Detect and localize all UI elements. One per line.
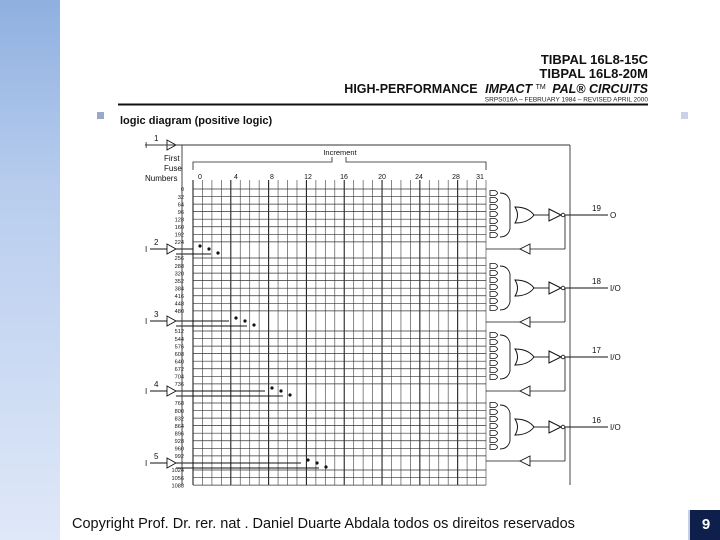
fuse-number: 1088 — [171, 483, 184, 490]
family-prefix: HIGH-PERFORMANCE — [344, 82, 478, 96]
fuse-connection-dot — [216, 251, 219, 254]
fuse-number: 992 — [174, 454, 184, 461]
and-gate — [490, 347, 498, 352]
fuse-number: 448 — [174, 301, 184, 308]
fuse-number: 704 — [174, 374, 184, 381]
feedback-buffer — [520, 244, 530, 254]
and-gate — [490, 271, 498, 276]
fuse-number: 0 — [180, 187, 184, 194]
output-macrocell — [486, 191, 616, 255]
or-gate — [515, 207, 534, 223]
fuse-number: 800 — [174, 408, 184, 415]
fuse-number: 416 — [174, 293, 184, 300]
family-tm: TM — [535, 84, 546, 91]
fuse-number: 96 — [177, 209, 184, 216]
fuse-number: 768 — [174, 401, 184, 408]
fuse-number: 320 — [174, 271, 184, 278]
doc-reference: SRPS016A – FEBRUARY 1984 – REVISED APRIL 2000 — [484, 96, 648, 104]
fuse-number: 512 — [174, 329, 184, 336]
output-label: I/O — [610, 423, 621, 432]
or-gate — [515, 349, 534, 365]
fuse-connection-dot — [279, 389, 282, 392]
fuse-number: 64 — [177, 202, 184, 209]
fuse-number: 1056 — [171, 475, 184, 482]
increment-tick-labels — [198, 174, 484, 181]
input-label: I — [145, 317, 148, 326]
and-gate — [490, 361, 498, 366]
feedback-buffer — [520, 386, 530, 396]
and-gate — [490, 445, 498, 450]
fuse-connection-dot — [198, 244, 201, 247]
fuse-number: 352 — [174, 278, 184, 285]
input-pin-number: 1 — [154, 134, 159, 143]
fuse-number: 384 — [174, 286, 184, 293]
increment-tick: 12 — [304, 174, 312, 181]
output-buffer — [549, 421, 561, 433]
and-gate — [490, 410, 498, 415]
and-gate — [490, 299, 498, 304]
input-pin-number: 5 — [154, 452, 159, 461]
input-pin-number: 2 — [154, 238, 159, 247]
feedback-buffer — [520, 317, 530, 327]
fuse-number: 864 — [174, 423, 184, 430]
page-number-box — [688, 510, 720, 540]
input-buffer — [145, 134, 176, 150]
fuse-number: 640 — [174, 359, 184, 366]
input-label: I — [145, 459, 148, 468]
input-pin-number: 3 — [154, 310, 159, 319]
fuse-number: 544 — [174, 336, 184, 343]
fuse-number: 256 — [174, 256, 184, 263]
and-gate — [490, 417, 498, 422]
output-label: I/O — [610, 284, 621, 293]
fuse-number: 160 — [174, 224, 184, 231]
output-buffer — [549, 351, 561, 363]
increment-tick: 16 — [340, 174, 348, 181]
fuse-connection-dot — [306, 458, 309, 461]
fuse-number: 928 — [174, 438, 184, 445]
and-gate — [490, 198, 498, 203]
fuse-number: 832 — [174, 416, 184, 423]
input-buffer — [145, 380, 292, 397]
fuse-number: 128 — [174, 217, 184, 224]
and-gate — [490, 333, 498, 338]
fuse-number: 192 — [174, 232, 184, 239]
and-gate — [490, 306, 498, 311]
output-macrocell — [486, 333, 621, 397]
fuse-connection-dot — [234, 316, 237, 319]
input-pin-number: 4 — [154, 380, 159, 389]
part-number-1: TIBPAL 16L8-15C — [540, 52, 648, 67]
fuse-number: 224 — [174, 240, 184, 247]
and-gate — [490, 205, 498, 210]
fuse-number: 480 — [174, 309, 184, 316]
fuse-connection-dot — [243, 319, 246, 322]
and-gate — [490, 285, 498, 290]
increment-tick: 0 — [198, 174, 202, 181]
and-gate — [490, 424, 498, 429]
or-gate — [515, 280, 534, 296]
feedback-buffer — [520, 456, 530, 466]
fuse-number: 736 — [174, 382, 184, 389]
fuse-connection-dot — [252, 323, 255, 326]
increment-label: Increment — [323, 148, 357, 157]
input-buffer — [145, 310, 256, 327]
input-label: I — [145, 387, 148, 396]
increment-tick: 20 — [378, 174, 386, 181]
part-number-2: TIBPAL 16L8-20M — [539, 66, 648, 81]
and-gate — [490, 233, 498, 238]
fuse-connection-dot — [270, 386, 273, 389]
output-pin-number: 16 — [592, 416, 601, 425]
fuse-connection-dot — [324, 465, 327, 468]
and-gate — [490, 212, 498, 217]
output-pin-number: 19 — [592, 204, 601, 213]
and-gate — [490, 375, 498, 380]
output-macrocell — [486, 403, 621, 467]
fuse-number: 1024 — [171, 468, 184, 475]
first-fuse-label-1: First — [164, 154, 180, 163]
output-macrocell — [486, 264, 621, 328]
and-gate — [490, 340, 498, 345]
output-buffer — [549, 282, 561, 294]
output-pin-number: 17 — [592, 346, 601, 355]
output-label: O — [610, 211, 617, 220]
increment-tick: 28 — [452, 174, 460, 181]
first-fuse-label-2: Fuse — [164, 164, 182, 173]
input-label: I — [145, 245, 148, 254]
output-buffer — [549, 209, 561, 221]
input-buffer — [145, 452, 328, 469]
and-gate — [490, 354, 498, 359]
increment-tick: 4 — [234, 174, 238, 181]
fuse-number: 672 — [174, 366, 184, 373]
family-pal: PAL® CIRCUITS — [552, 82, 648, 96]
or-gate — [515, 419, 534, 435]
matrix-frame — [145, 145, 570, 485]
fuse-connection-dot — [315, 461, 318, 464]
first-fuse-label-3: Numbers — [145, 174, 178, 183]
increment-brace — [193, 157, 486, 170]
and-gate — [490, 431, 498, 436]
copyright-footer: Copyright Prof. Dr. rer. nat . Daniel Duarte Abdala todos os direitos reservados — [72, 516, 575, 532]
fuse-number: 32 — [177, 194, 184, 201]
input-label: I — [145, 141, 148, 150]
fuse-number: 960 — [174, 446, 184, 453]
and-gate — [490, 438, 498, 443]
diagram-title: logic diagram (positive logic) — [120, 115, 273, 127]
fuse-number: 576 — [174, 344, 184, 351]
and-gate — [490, 191, 498, 196]
output-label: I/O — [610, 353, 621, 362]
and-gate — [490, 278, 498, 283]
fuse-number: 608 — [174, 351, 184, 358]
fuse-connection-dot — [207, 247, 210, 250]
output-section — [486, 191, 621, 467]
and-gate — [490, 226, 498, 231]
increment-tick: 31 — [476, 174, 484, 181]
datasheet-header — [118, 52, 649, 105]
fuse-number: 288 — [174, 263, 184, 270]
family-impact: IMPACT — [485, 82, 533, 96]
and-gate — [490, 219, 498, 224]
increment-tick: 24 — [415, 174, 423, 181]
and-gate — [490, 403, 498, 408]
increment-tick: 8 — [270, 174, 274, 181]
and-gate — [490, 264, 498, 269]
output-pin-number: 18 — [592, 277, 601, 286]
and-gate — [490, 368, 498, 373]
fuse-matrix-grid — [193, 180, 486, 485]
and-gate — [490, 292, 498, 297]
fuse-number: 896 — [174, 431, 184, 438]
fuse-connection-dot — [288, 393, 291, 396]
page-number: 9 — [701, 516, 711, 533]
